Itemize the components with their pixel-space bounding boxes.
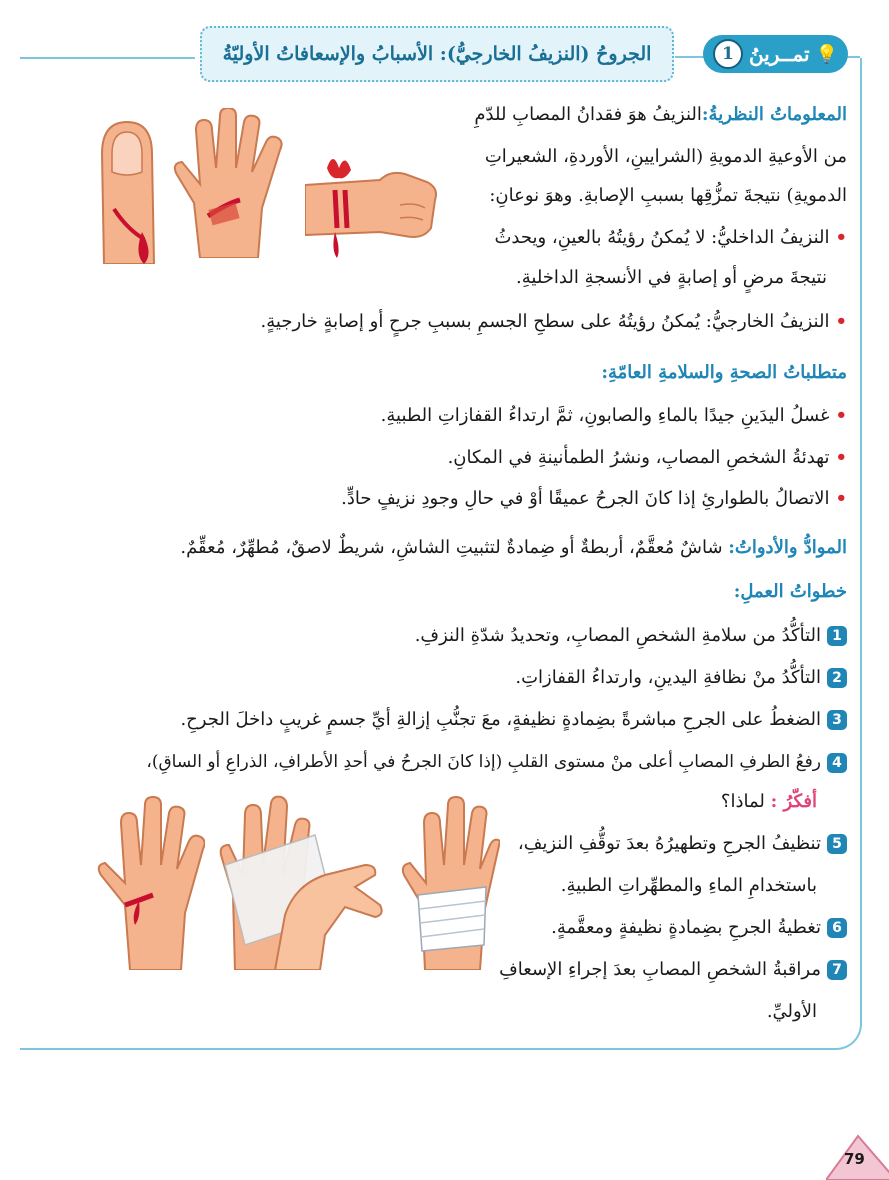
- exercise-badge: [703, 35, 848, 73]
- safety-item-1: [381, 404, 847, 428]
- page-number: 79: [844, 1150, 865, 1168]
- safety-item-text: الاتصالُ بالطوارئِ إذا كانَ الجرحُ عميقًا أوْ في حالِ وجودِ نزيفٍ حادٍّ.: [341, 488, 830, 509]
- step-7-line-2: الأوليِّ.: [766, 1001, 817, 1022]
- safety-heading: متطلباتُ الصحةِ والسلامةِ العامّةِ:: [601, 362, 847, 383]
- step-5: [518, 832, 847, 856]
- step-5-line-2: باستخدامِ الماءِ والمطهِّراتِ الطبيةِ.: [560, 875, 817, 896]
- step-number: 1: [827, 626, 847, 646]
- materials-text: شاشٌ مُعقَّمٌ، أربطةٌ أو ضِمادةٌ لتثبيتِ الشاشِ، شريطٌ لاصقٌ، مُطهِّرٌ، مُعقِّمٌ.: [180, 537, 723, 558]
- step-text: مراقبةُ الشخصِ المصابِ بعدَ إجراءِ الإسعافِ: [499, 959, 821, 980]
- bleeding-wrist-illustration: [305, 150, 440, 260]
- step-6: [551, 916, 847, 940]
- think-prompt: [721, 790, 817, 814]
- theory-line-3: الدمويةِ) نتيجةَ تمزُّقِها بسببِ الإصابةِ. وهوَ نوعانِ:: [489, 185, 847, 206]
- theory-line-1: [474, 103, 847, 127]
- think-text: لماذا؟: [720, 791, 765, 812]
- think-label: أفكّرُ :: [770, 791, 817, 812]
- theory-text-1: النزيفُ هوَ فقدانُ المصابِ للدّمِ: [474, 104, 702, 125]
- exercise-number: 1: [713, 39, 743, 69]
- step-number: 7: [827, 960, 847, 980]
- bullet-icon: •: [835, 227, 847, 248]
- lightbulb-icon: 💡: [815, 43, 839, 65]
- step-text: رفعُ الطرفِ المصابِ أعلى منْ مستوى القلبِ (إذا كانَ الجرحُ في أحدِ الأطرافِ، الذراعِ أو الساقِ)،: [146, 752, 821, 772]
- step-number: 4: [827, 753, 847, 773]
- bullet-icon: •: [835, 311, 847, 332]
- internal-bleeding-item: [494, 226, 847, 250]
- safety-item-2: [448, 446, 847, 470]
- bleeding-palm-illustration: [170, 108, 290, 258]
- materials-line: [180, 536, 847, 560]
- bleeding-finger-illustration: [92, 114, 162, 264]
- step-number: 2: [827, 668, 847, 688]
- pressing-gauze-illustration: [215, 795, 385, 970]
- step-4: [146, 750, 847, 774]
- bullet-icon: •: [835, 405, 847, 426]
- external-bleeding-text: النزيفُ الخارجيُّ: يُمكنُ رؤيتُهُ على سطحِ الجسمِ بسببِ جرحٍ أو إصابةٍ خارجيةٍ.: [260, 311, 830, 332]
- step-text: تنظيفُ الجرحِ وتطهيرُهُ بعدَ توقُّفِ النزيفِ،: [517, 833, 821, 854]
- step-text: التأكُّدُ منْ نظافةِ اليدينِ، وارتداءُ القفازاتِ.: [515, 667, 821, 688]
- internal-bleeding-line-2: نتيجةَ مرضٍ أو إصابةٍ في الأنسجةِ الداخليةِ.: [516, 267, 827, 288]
- safety-item-3: [341, 487, 847, 511]
- step-text: الضغطُ على الجرحِ مباشرةً بضِمادةٍ نظيفةٍ، معَ تجنُّبِ إزالةِ أيِّ جسمٍ غريبٍ داخلَ الجرحِ.: [180, 709, 821, 730]
- steps-heading: خطواتُ العملِ:: [733, 581, 847, 602]
- bandaged-hand-illustration: [400, 795, 500, 970]
- wounded-hand-illustration: [95, 795, 205, 970]
- external-bleeding-item: [261, 310, 847, 334]
- bullet-icon: •: [835, 488, 847, 509]
- step-number: 6: [827, 918, 847, 938]
- step-text: التأكُّدُ من سلامةِ الشخصِ المصابِ، وتحديدُ شدّةِ النزفِ.: [414, 625, 821, 646]
- bullet-icon: •: [835, 447, 847, 468]
- theory-line-2: من الأوعيةِ الدمويةِ (الشرايينِ، الأوردةِ، الشعيراتِ: [484, 146, 847, 167]
- safety-item-text: غسلُ اليدَينِ جيدًا بالماءِ والصابونِ، ثمَّ ارتداءُ القفازاتِ الطبيةِ.: [380, 405, 830, 426]
- internal-bleeding-text: النزيفُ الداخليُّ: لا يُمكنُ رؤيتُهُ بالعينِ، ويحدثُ: [494, 227, 830, 248]
- step-1: [415, 624, 847, 648]
- frame-top-left-line: [20, 57, 195, 59]
- theory-heading: المعلوماتُ النظريةُ:: [701, 104, 847, 125]
- exercise-label: تمــرينُ: [748, 42, 810, 66]
- materials-heading: الموادُّ والأدواتُ:: [728, 537, 847, 558]
- step-2: [515, 666, 847, 690]
- step-number: 5: [827, 834, 847, 854]
- safety-item-text: تهدئةُ الشخصِ المصابِ، ونشرُ الطمأنينةِ في المكانِ.: [447, 447, 830, 468]
- step-text: تغطيةُ الجرحِ بضِمادةٍ نظيفةٍ ومعقَّمةٍ.: [551, 917, 821, 938]
- step-7: [499, 958, 847, 982]
- step-number: 3: [827, 710, 847, 730]
- page-title: الجروحُ (النزيفُ الخارجيُّ): الأسبابُ والإسعافاتُ الأوليّةُ: [200, 26, 674, 82]
- step-3: [180, 708, 847, 732]
